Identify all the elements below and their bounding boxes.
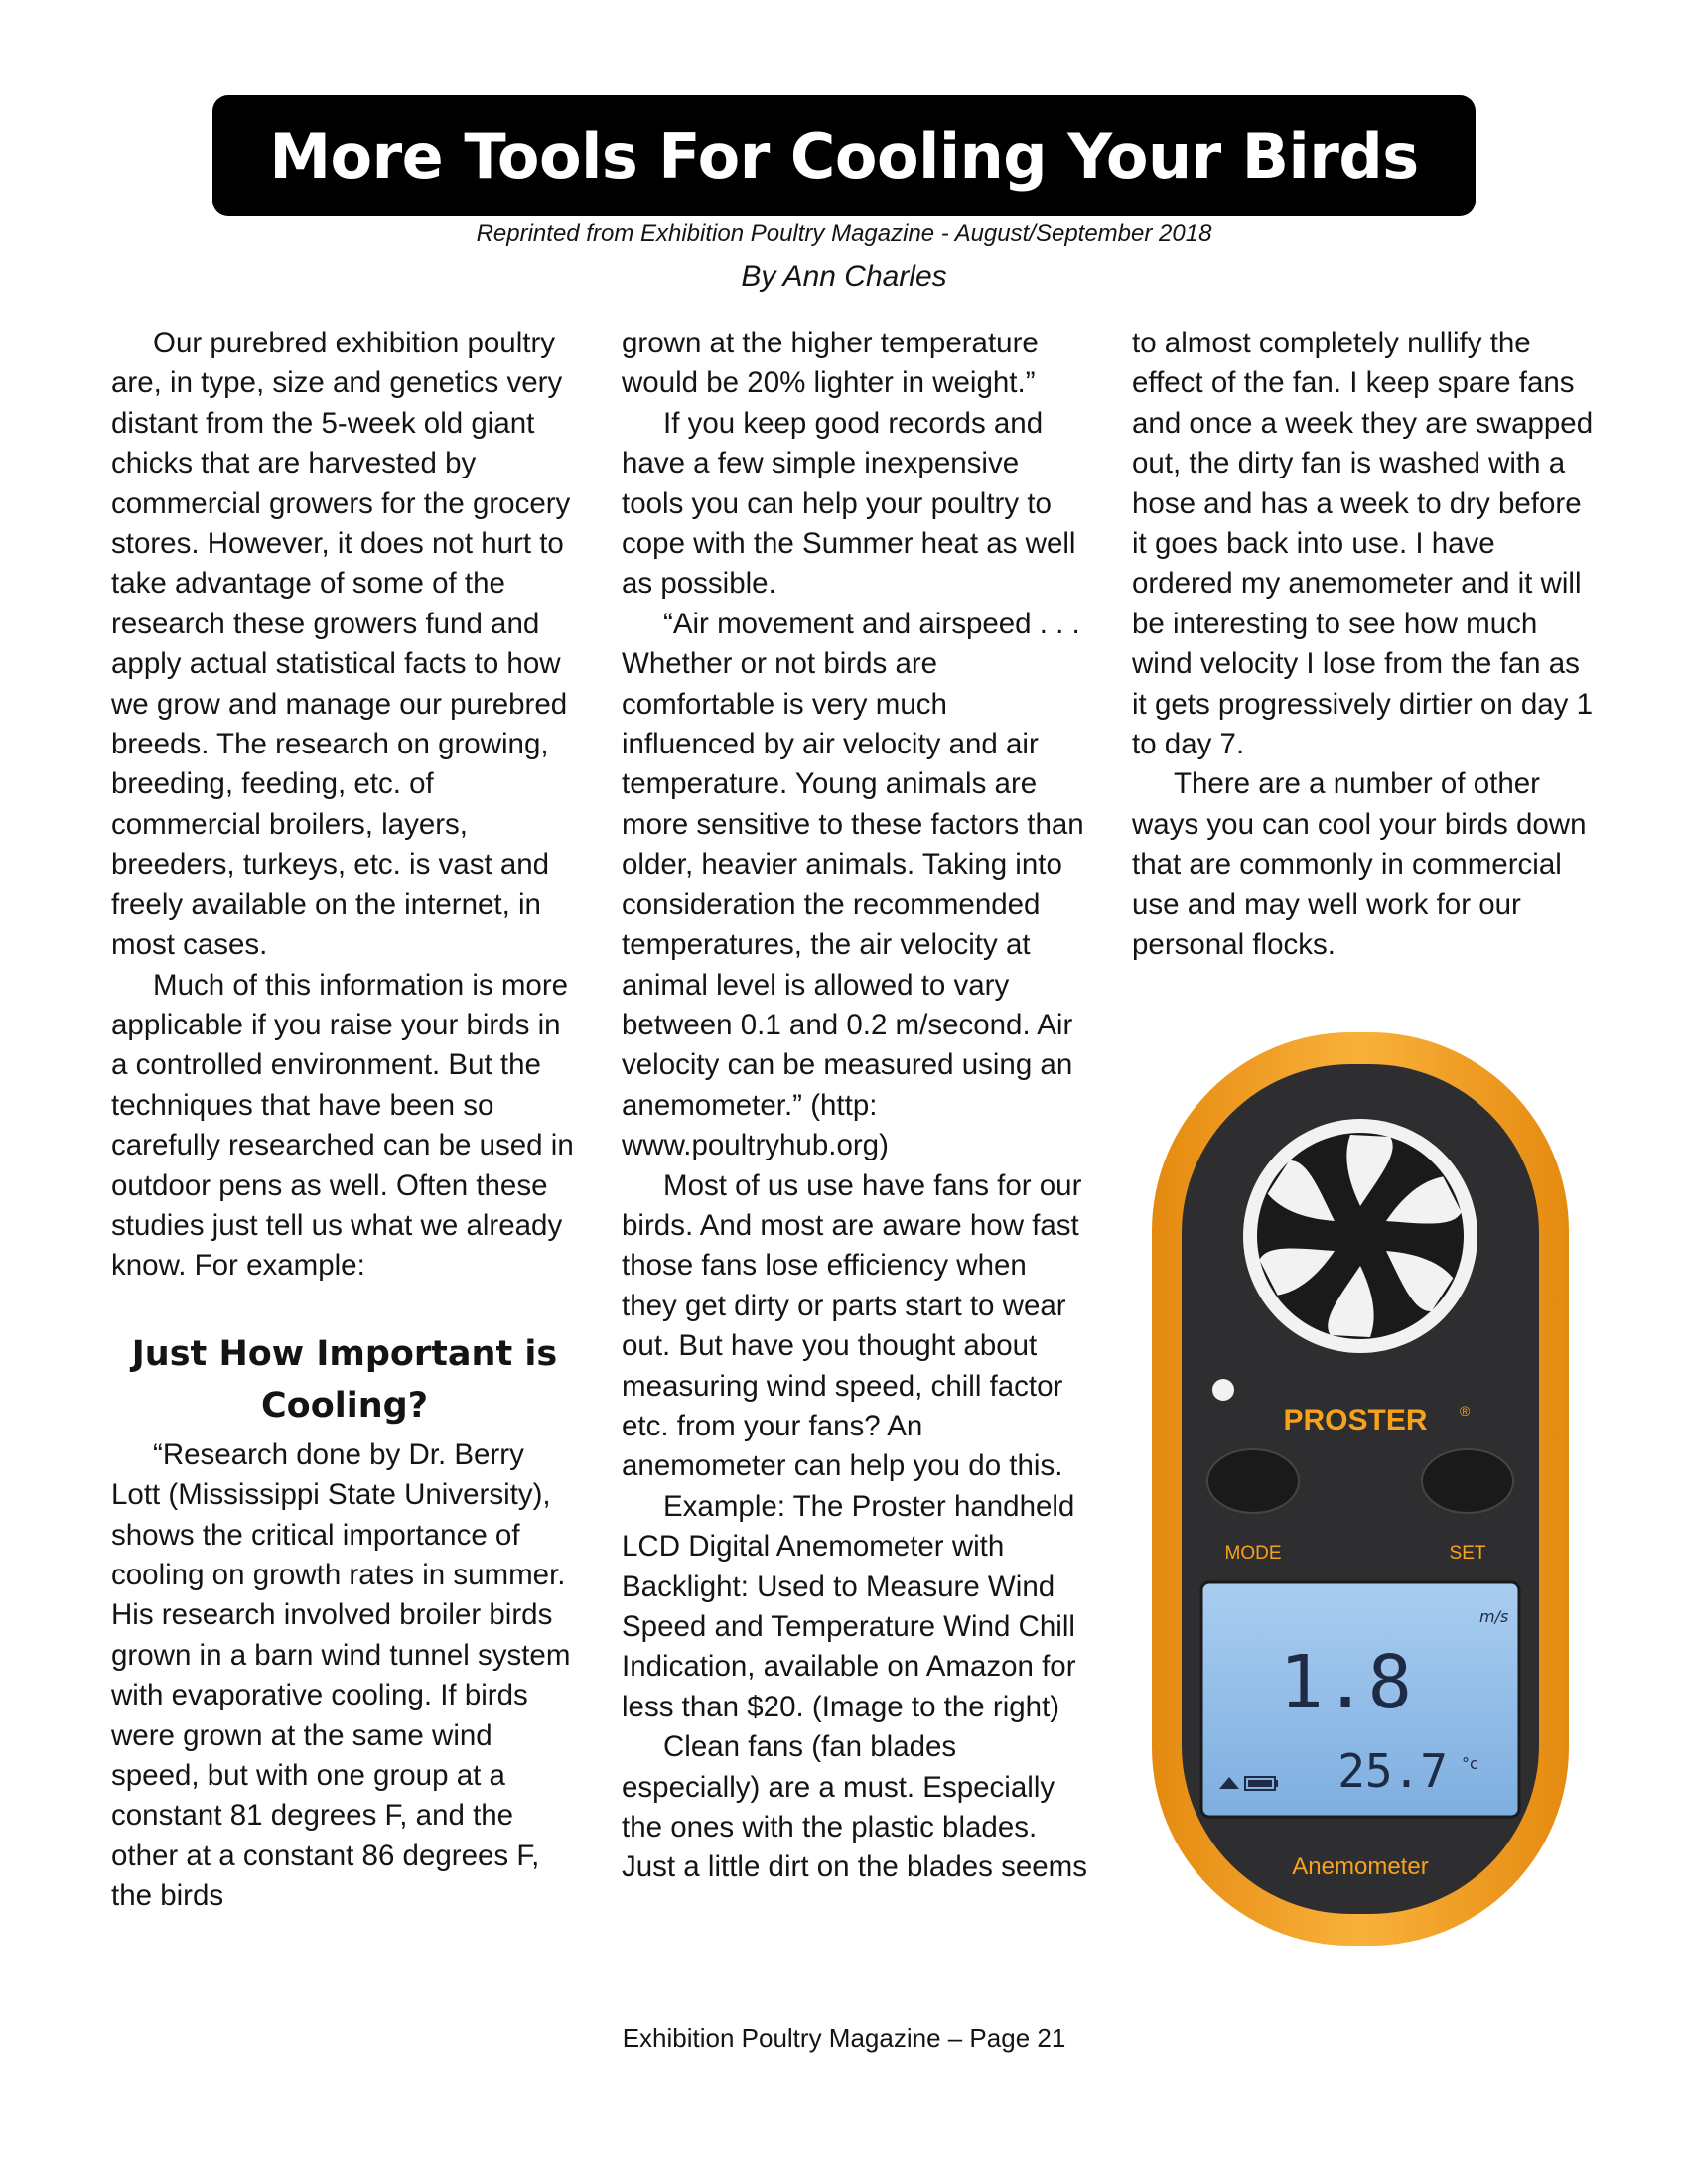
paragraph: grown at the higher temperature would be 20% lighter in weight.” bbox=[622, 327, 1039, 400]
speed-unit: m/s bbox=[1479, 1607, 1509, 1626]
column-3 bbox=[1132, 324, 1599, 966]
mode-button bbox=[1207, 1449, 1299, 1513]
fan-icon bbox=[1243, 1119, 1477, 1353]
set-button bbox=[1422, 1449, 1513, 1513]
paragraph: “Air movement and airspeed . . . Whether or not birds are comfortable is very much influenced by air velocity and air temperature. Young animals are more sensitive to these factors than older, heavier animals. Taking into consideration the recommended temperatures, the air velocity at animal level is allowed to vary between 0.1 and 0.2 m/second. Air velocity can be measured using an anemometer.” (http: www.poultryhub.org) bbox=[622, 607, 1084, 1162]
title-banner bbox=[212, 95, 1476, 216]
byline: By Ann Charles bbox=[741, 260, 947, 293]
paragraph: to almost completely nullify the effect of the fan. I keep spare fans and once a week they are swapped out, the dirty fan is washed with a hose and has a week to dry before it goes back into use. I have ordered my anemometer and it will be interesting to see how much wind velocity I lose from the fan as it gets progressively dirtier on day 1 to day 7. bbox=[1132, 327, 1594, 761]
temp-unit: °c bbox=[1462, 1754, 1478, 1773]
speed-reading: 1.8 bbox=[1279, 1640, 1412, 1725]
paragraph: Much of this information is more applicable if you raise your birds in a controlled environment. But the techniques that have been so carefully researched can be used in outdoor pens as well. Often these studies just tell us what we already know. For example: bbox=[111, 968, 574, 1283]
paragraph: If you keep good records and have a few simple inexpensive tools you can help your poultry to cope with the Summer heat as well as possible. bbox=[622, 406, 1076, 601]
registered-mark: ® bbox=[1460, 1403, 1471, 1419]
paragraph: “Research done by Dr. Berry Lott (Mississippi State University), shows the critical importance of cooling on growth rates in summer. His research involved broiler birds grown in a barn wind tunnel system with evaporative cooling. If birds were grown at the same wind speed, but with one group at a constant 81 degrees F, and the other at a constant 86 degrees F, the birds bbox=[111, 1437, 571, 1913]
paragraph: There are a number of other ways you can cool your birds down that are commonly in commercial use and may well work for our personal flocks. bbox=[1132, 767, 1587, 962]
anemometer-image bbox=[1142, 1023, 1579, 1956]
paragraph: Example: The Proster handheld LCD Digital Anemometer with Backlight: Used to Measure Wind Speed and Temperature Wind Chill Indication, available on Amazon for less than $20. (Image to the right) bbox=[622, 1489, 1076, 1723]
paragraph: Our purebred exhibition poultry are, in type, size and genetics very distant from the 5-week old giant chicks that are harvested by commercial growers for the grocery stores. However, it does not hurt to take advantage of some of the research these growers fund and apply actual statistical facts to how we grow and manage our purebred breeds. The research on growing, breeding, feeding, etc. of commercial broilers, layers, breeders, turkeys, etc. is vast and freely available on the internet, in most cases. bbox=[111, 327, 571, 962]
section-heading: Just How Important is Cooling? bbox=[131, 1333, 558, 1426]
article-title: More Tools For Cooling Your Birds bbox=[269, 119, 1419, 193]
brand-label: PROSTER bbox=[1283, 1404, 1428, 1436]
reprint-note: Reprinted from Exhibition Poultry Magazine - August/September 2018 bbox=[476, 220, 1212, 247]
set-label: SET bbox=[1449, 1543, 1486, 1564]
paragraph: Most of us use have fans for our birds. And most are aware how fast those fans lose efficiency when they get dirty or parts start to wear out. But have you thought about measuring wind speed, chill factor etc. from your fans? An anemometer can help you do this. bbox=[622, 1168, 1082, 1483]
sensor-dot-icon bbox=[1212, 1379, 1234, 1401]
column-1 bbox=[111, 324, 578, 1917]
column-2 bbox=[622, 324, 1088, 1888]
paragraph: Clean fans (fan blades especially) are a must. Especially the ones with the plastic blades. Just a little dirt on the blades seems bbox=[622, 1730, 1087, 1884]
mode-label: MODE bbox=[1224, 1543, 1282, 1564]
temp-reading: 25.7 bbox=[1337, 1744, 1448, 1798]
page-footer: Exhibition Poultry Magazine – Page 21 bbox=[622, 2023, 1066, 2053]
device-name-label: Anemometer bbox=[1292, 1853, 1429, 1880]
